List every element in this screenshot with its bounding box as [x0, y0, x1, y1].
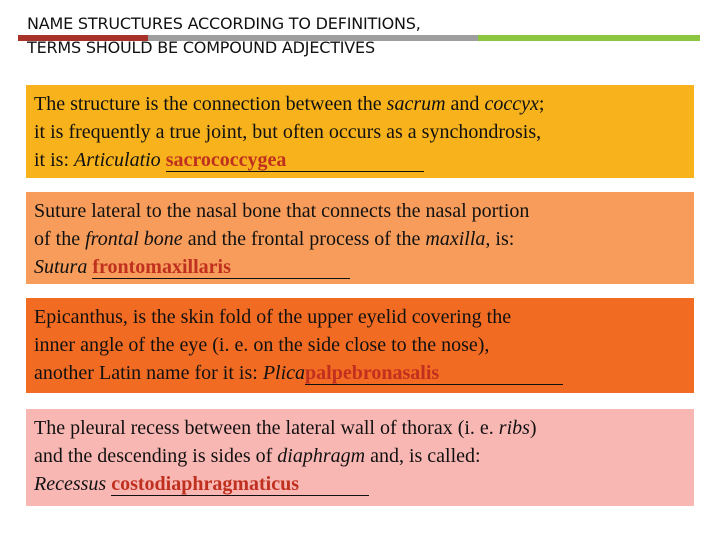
card-3-line-3: another Latin name for it is: Plicapalpebronasalis — [34, 359, 686, 387]
card-2-line-1: Suture lateral to the nasal bone that connects the nasal portion — [34, 200, 530, 222]
card-1-line-2: it is frequently a true joint, but often occurs as a synchondrosis, — [34, 121, 542, 143]
slide-title — [27, 12, 627, 60]
title-line-2: TERMS SHOULD BE COMPOUND ADJECTIVES — [27, 38, 375, 57]
card-1-line-3: it is: Articulatio sacrococcygea — [34, 146, 686, 174]
definition-card-4 — [26, 409, 694, 506]
card-2-line-2: of the frontal bone and the frontal process of the maxilla, is: — [34, 228, 515, 250]
definition-card-2 — [26, 192, 694, 284]
card-4-line-1: The pleural recess between the lateral wall of thorax (i. e. ribs) — [34, 417, 537, 439]
definition-card-3 — [26, 298, 694, 393]
card-3-line-1: Epicanthus, is the skin fold of the upper eyelid covering the — [34, 306, 512, 328]
title-line-1: NAME STRUCTURES ACCORDING TO DEFINITIONS, — [27, 14, 421, 33]
card-3-line-2: inner angle of the eye (i. e. on the side close to the nose), — [34, 334, 490, 356]
card-4-line-3: Recessus costodiaphragmaticus — [34, 470, 686, 498]
answer-blank-3[interactable]: palpebronasalis — [305, 362, 563, 385]
card-2-line-3: Sutura frontomaxillaris — [34, 253, 686, 281]
answer-blank-2[interactable]: frontomaxillaris — [92, 256, 350, 279]
answer-blank-1[interactable]: sacrococcygea — [166, 149, 424, 172]
answer-blank-4[interactable]: costodiaphragmaticus — [111, 473, 369, 496]
definition-card-1 — [26, 85, 694, 178]
card-4-line-2: and the descending is sides of diaphragm and, is called: — [34, 445, 481, 467]
card-1-line-1: The structure is the connection between the sacrum and coccyx; — [34, 93, 545, 115]
